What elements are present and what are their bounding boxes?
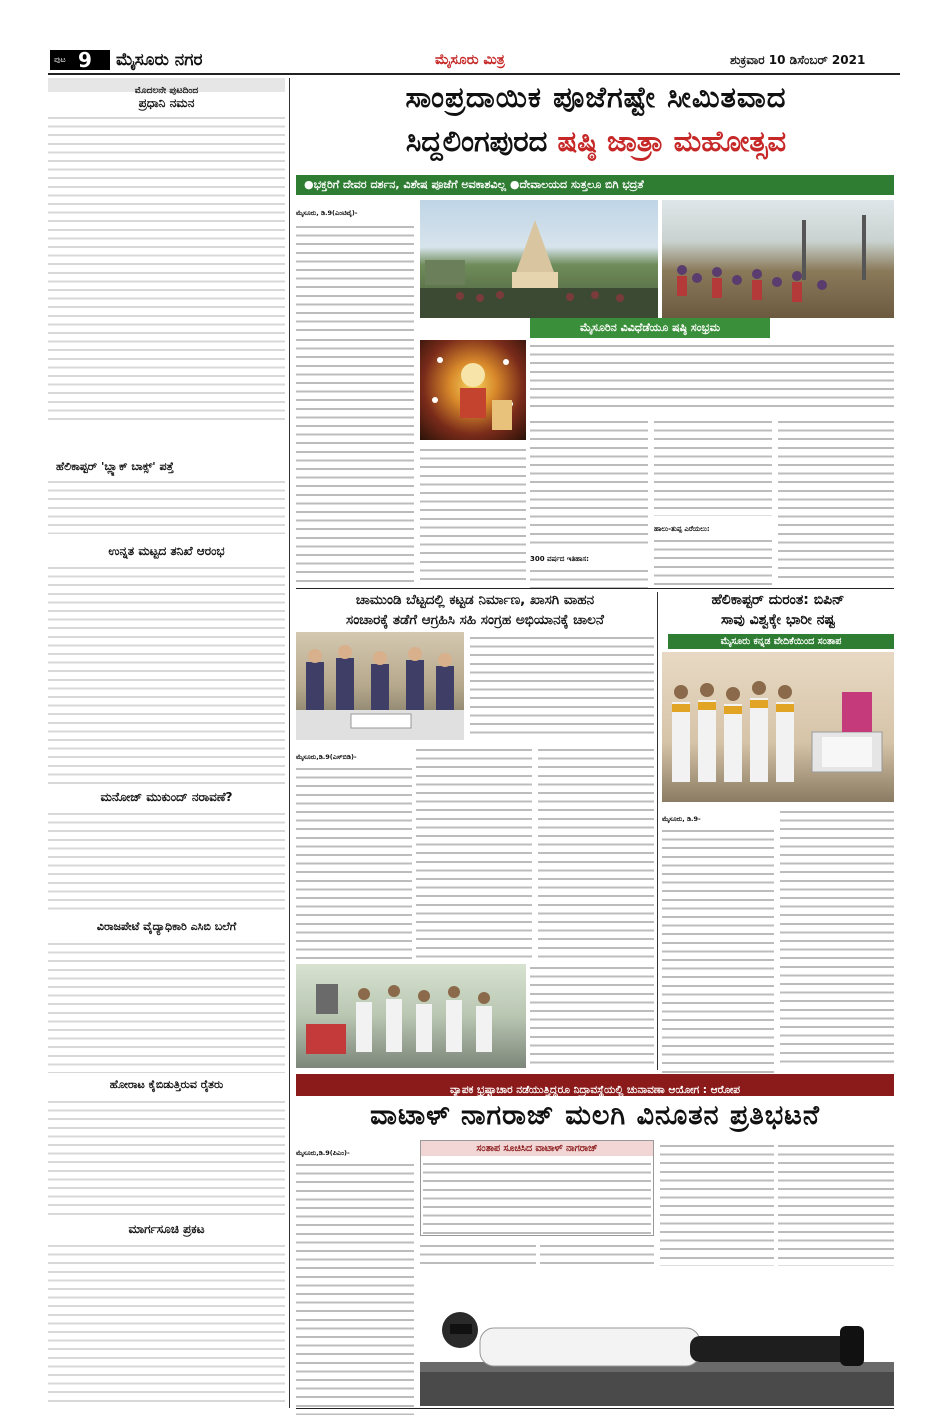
left-body-1 — [48, 112, 285, 422]
vatal-kicker: ವ್ಯಾಪಕ ಭ್ರಷ್ಟಾಚಾರ ನಡೆಯುತ್ತಿದ್ದರೂ ನಿದ್ರಾವಸ್ಥೆಯಲ್ಲಿ ಚುನಾವಣಾ ಆಯೋಗ : ಆರೋಪ — [449, 1084, 741, 1096]
masthead-rule — [48, 73, 900, 75]
tribute-body — [530, 962, 654, 1068]
page-number: 9 — [78, 48, 92, 72]
chamundi-body-col1-text — [296, 763, 412, 967]
chamundi-body-right — [470, 632, 654, 740]
helicopter-headline-2: ಸಾವು ವಿಶ್ವಕ್ಕೇ ಭಾರೀ ನಷ್ಟ — [720, 612, 836, 628]
deity-photo-graphic — [420, 340, 526, 440]
temple-photo — [420, 200, 658, 318]
lead-label-paths: ಹಾಲು-ತುಪ್ಪ ಎರೆಯಲು: — [654, 525, 710, 533]
left-body-3 — [48, 562, 285, 790]
left-column — [48, 78, 285, 1410]
left-heading-6: ಹೋರಾಟ ಕೈಬಿಡುತ್ತಿರುವ ರೈತರು — [109, 1078, 224, 1091]
vatal-body-col3 — [540, 1240, 654, 1264]
vatal-dateline: ಮೈಸೂರು,ಡಿ.9(ಪಿಎಂ)- — [296, 1149, 350, 1157]
left-heading-4: ಮನೋಜ್ ಮುಕುಂದ್ ನರಾವಣೆ? — [100, 790, 233, 804]
paper-name: ಮೈಸೂರು ಮಿತ್ರ — [435, 52, 505, 68]
issue-date: ಶುಕ್ರವಾರ 10 ಡಿಸೆಂಬರ್ 2021 — [730, 53, 866, 67]
lead-body-col2 — [420, 444, 526, 584]
temple-photo-graphic — [420, 200, 658, 318]
lead-body-col1 — [296, 334, 414, 584]
lead-headline-2-black: ಸಿದ್ದಲಿಂಗಪುರದ — [405, 124, 548, 158]
vatal-sub-box — [420, 1140, 654, 1236]
vatal-body-col1 — [296, 1140, 414, 1406]
left-body-5 — [48, 938, 285, 1073]
crowd-photo — [662, 200, 894, 318]
lead-body-col3-text-a — [530, 416, 648, 546]
chamundi-dateline: ಮೈಸೂರು,ಡಿ.9(ಎಸ್‌ಬಿಡಿ)- — [296, 753, 357, 761]
lead-body-col5 — [778, 416, 894, 584]
helicopter-body-col1 — [662, 806, 774, 1068]
tribute-photo-graphic — [296, 964, 526, 1068]
lead-body-col4-text-b — [654, 535, 772, 591]
vatal-body-col1-text — [296, 1159, 414, 1415]
helicopter-headline-1: ಹೆಲಿಕಾಪ್ಟರ್ ದುರಂತ: ಬಿಪಿನ್ — [711, 592, 845, 608]
masthead — [40, 48, 900, 72]
left-body-4 — [48, 808, 285, 916]
lying-protest-photo — [420, 1266, 894, 1406]
lead-headline-1: ಸಾಂಪ್ರದಾಯಿಕ ಪೂಜೆಗಷ್ಟೇ ಸೀಮಿತವಾದ — [405, 80, 787, 114]
chamundi-body-col1 — [296, 744, 412, 958]
lying-protest-graphic — [420, 1266, 894, 1406]
left-heading-7: ಮಾರ್ಗಸೂಚಿ ಪ್ರಕಟ — [128, 1222, 205, 1236]
vatal-body-col2 — [420, 1240, 536, 1264]
lead-headline-2-red: ಷಷ್ಠಿ ಜಾತ್ರಾ ಮಹೋತ್ಸವ — [557, 124, 787, 158]
left-heading-5: ವಿರಾಜಪೇಟೆ ವೈದ್ಯಾಧಿಕಾರಿ ಎಸಿಬಿ ಬಲೆಗೆ — [96, 920, 237, 933]
helicopter-body-col2 — [780, 806, 894, 1068]
continued-text: ಮೊದಲನೇ ಪುಟದಿಂದ — [134, 86, 199, 96]
signature-campaign-photo — [296, 632, 464, 740]
lead-photo-caption: ಮೈಸೂರಿನ ವಿವಿಧೆಡೆಯೂ ಷಷ್ಠಿ ಸಂಭ್ರಮ — [530, 318, 770, 338]
left-body-2 — [48, 476, 285, 534]
vatal-headline: ವಾಟಾಳ್ ನಾಗರಾಜ್ ಮಲಗಿ ವಿನೂತನ ಪ್ರತಿಭಟನೆ — [370, 1100, 820, 1131]
lead-body-col4 — [654, 416, 772, 584]
helicopter-subheadline: ಮೈಸೂರು ಕನ್ನಡ ವೇದಿಕೆಯಿಂದ ಸಂತಾಪ — [668, 634, 894, 649]
lead-body-col3 — [530, 416, 648, 584]
chamundi-headline-1: ಚಾಮುಂಡಿ ಬೆಟ್ಟದಲ್ಲಿ ಕಟ್ಟಡ ನಿರ್ಮಾಣ, ಖಾಸಗಿ ವಾಹನ — [355, 592, 595, 608]
continued-banner — [48, 78, 285, 96]
crowd-photo-graphic — [662, 200, 894, 318]
section-name: ಮೈಸೂರು ನಗರ — [116, 50, 203, 70]
chamundi-body-col3 — [538, 744, 654, 958]
tribute-photo — [296, 964, 526, 1068]
left-body-7 — [48, 1240, 285, 1406]
page-number-box — [50, 50, 110, 70]
chamundi-body-col2 — [416, 744, 532, 958]
page-bottom-rule — [296, 1408, 894, 1409]
deity-photo — [420, 340, 526, 440]
lead-label-300: 300 ವರ್ಷದ ಇತಿಹಾಸ: — [530, 555, 589, 563]
left-heading-1: ಪ್ರಧಾನಿ ನಮನ — [138, 96, 195, 110]
left-body-6 — [48, 1096, 285, 1218]
lead-body-col4-text-a — [654, 416, 772, 516]
lead-subheadline: ●ಭಕ್ತರಿಗೆ ದೇವರ ದರ್ಶನ, ವಿಶೇಷ ಪೂಜೆಗೆ ಅವಕಾಶವಿಲ್ಲ ●ದೇವಾಲಯದ ಸುತ್ತಲೂ ಬಿಗಿ ಭದ್ರತೆ — [304, 178, 644, 191]
vatal-kicker-bar — [296, 1074, 894, 1096]
lead-subheadline-bar — [296, 175, 894, 195]
signature-campaign-graphic — [296, 632, 464, 740]
helicopter-condolence-graphic — [662, 652, 894, 802]
helicopter-dateline: ಮೈಸೂರು, ಡಿ.9- — [662, 815, 701, 823]
page-label: ಪುಟ — [54, 55, 66, 64]
lead-body-main — [530, 340, 894, 412]
vatal-sub-box-text — [423, 1158, 651, 1234]
helicopter-condolence-photo — [662, 652, 894, 802]
left-heading-2: ಹೆಲಿಕಾಪ್ಟರ್ 'ಬ್ಲ್ಯಾಕ್ ಬಾಕ್ಸ್' ಪತ್ತೆ — [56, 460, 174, 473]
left-heading-3: ಉನ್ನತ ಮಟ್ಟದ ತನಿಖೆ ಆರಂಭ — [108, 544, 225, 558]
vatal-sub-box-title: ಸಂತಾಪ ಸೂಚಿಸಿದ ವಾಟಾಳ್ ನಾಗರಾಜ್ — [421, 1141, 653, 1156]
lead-headline-2 — [296, 124, 896, 159]
chamundi-headline-2: ಸಂಚಾರಕ್ಕೆ ತಡೆಗೆ ಆಗ್ರಹಿಸಿ ಸಹಿ ಸಂಗ್ರಹ ಅಭಿಯಾನಕ್ಕೆ ಚಾಲನೆ — [346, 612, 604, 628]
lead-story-bottom-rule — [296, 588, 894, 589]
lead-intro-column — [296, 200, 414, 330]
lead-dateline: ಮೈಸೂರು, ಡಿ.9(ಎಂಟಿವೈ)- — [296, 209, 358, 217]
helicopter-body-col1-text — [662, 825, 774, 1077]
lead-intro-text — [296, 221, 414, 341]
middle-column-divider — [657, 592, 658, 1070]
left-column-divider — [289, 78, 290, 1408]
